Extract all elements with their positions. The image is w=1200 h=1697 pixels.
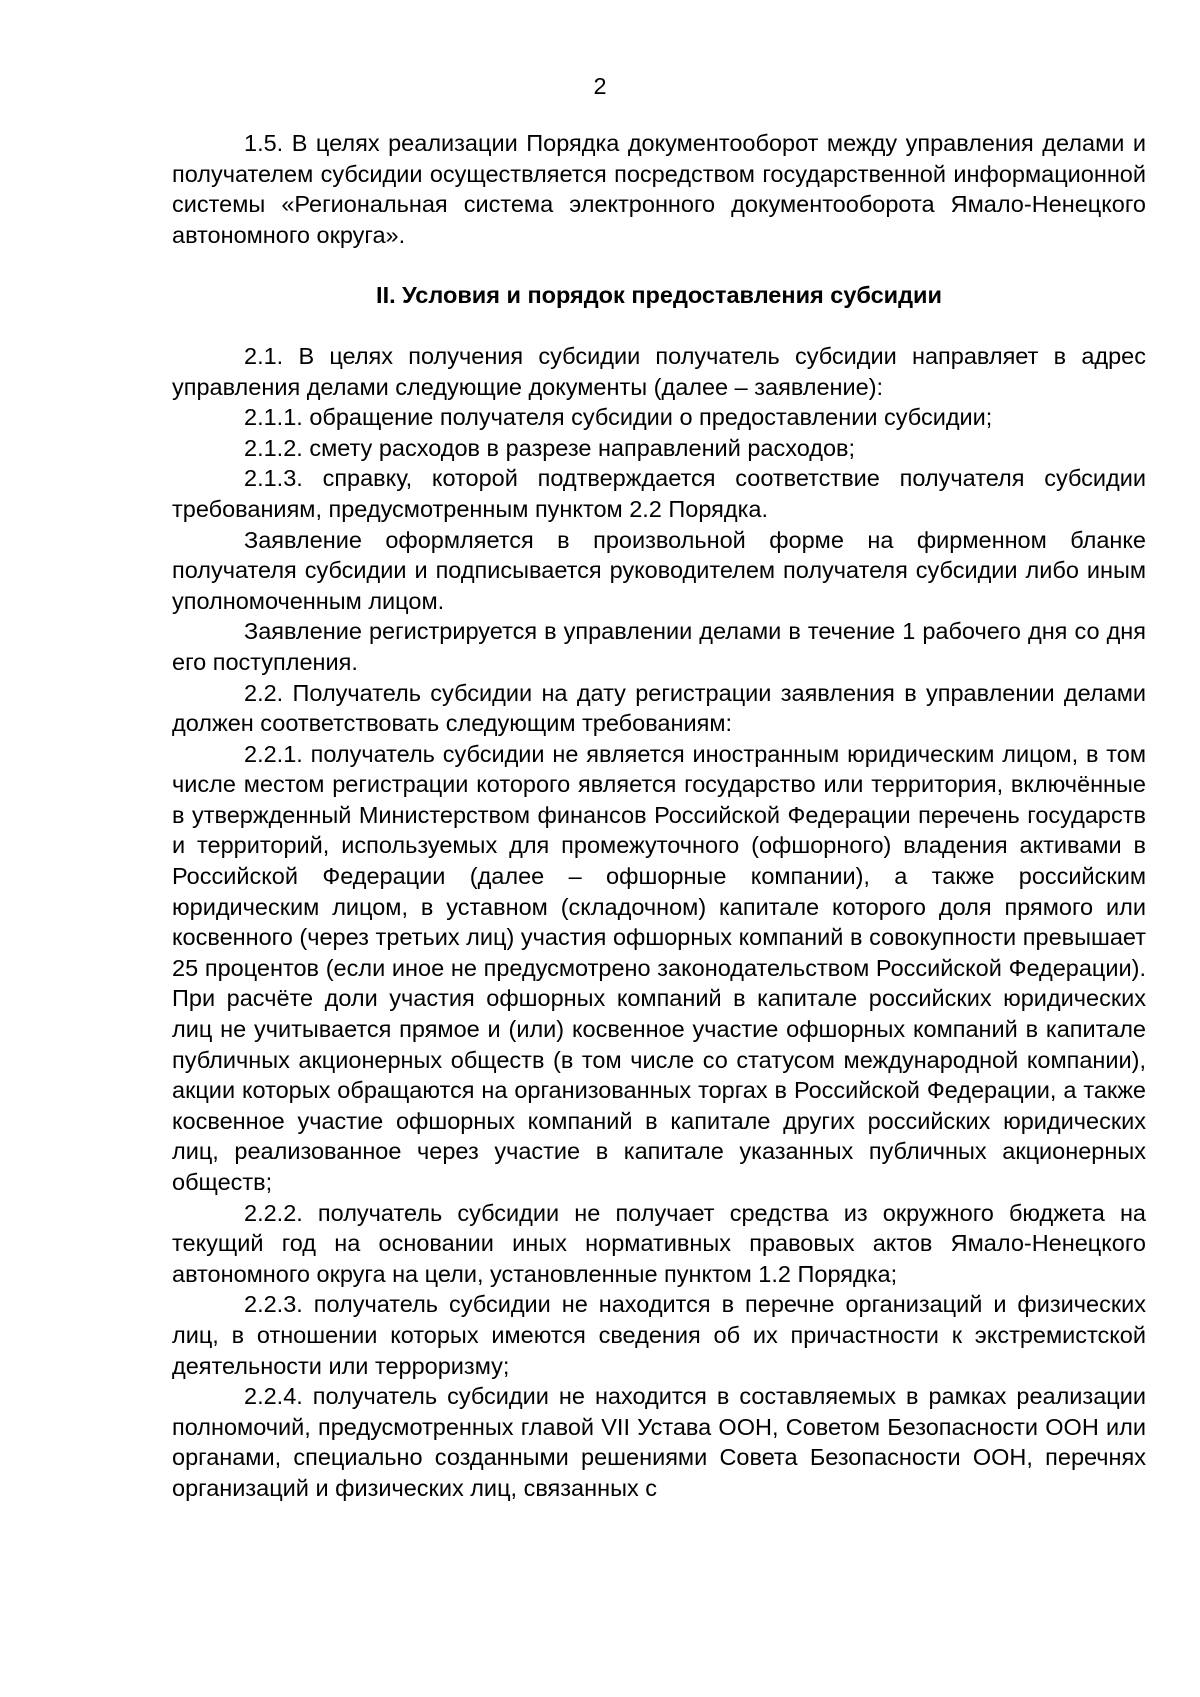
paragraph-2-2-1: 2.2.1. получатель субсидии не является иностранным юридическим лицом, в том числе местом регистрации которого является государство или территория, включённые в утвержденный Министерством финансов Российской Федерации перечень государств и территорий, используемых для промежуточного (офшорного) владения активами в Российской Федерации (далее – офшорные компании), а также российским юридическим лицом, в уставном (складочном) капитале которого доля прямого или косвенного (через третьих лиц) участия офшорных компаний в совокупности превышает 25 процентов (если иное не предусмотрено законодательством Российской Федерации). При расчёте доли участия офшорных компаний в капитале российских юридических лиц не учитывается прямое и (или) косвенное участие офшорных компаний в капитале публичных акционерных обществ (в том числе со статусом международной компании), акции которых обращаются на организованных торгах в Российской Федерации, а также косвенное участие офшорных компаний в капитале других российских юридических лиц, реализованное через участие в капитале указанных публичных акционерных обществ; <box>172 740 1146 1195</box>
paragraph-application-registration: Заявление регистрируется в управлении делами в течение 1 рабочего дня со дня его поступления. <box>172 618 1146 675</box>
paragraph-2-2: 2.2. Получатель субсидии на дату регистрации заявления в управлении делами должен соответствовать следующим требованиям: <box>172 679 1146 737</box>
document-body <box>172 128 1146 1504</box>
section-heading: II. Условия и порядок предоставления субсидии <box>376 282 942 309</box>
paragraph-2-2-3: 2.2.3. получатель субсидии не находится в перечне организаций и физических лиц, в отношении которых имеются сведения об их причастности к экстремистской деятельности или терроризму; <box>172 1291 1146 1379</box>
paragraph-2-1: 2.1. В целях получения субсидии получатель субсидии направляет в адрес управления делами следующие документы (далее – заявление): <box>172 342 1146 400</box>
paragraph-2-2-2: 2.2.2. получатель субсидии не получает средства из окружного бюджета на текущий год на основании иных нормативных правовых актов Ямало-Ненецкого автономного округа на цели, установленные пунктом 1.2 Порядка; <box>172 1199 1146 1287</box>
paragraph-1-5: 1.5. В целях реализации Порядка документооборот между управления делами и получателем субсидии осуществляется посредством государственной информационной системы «Региональная система электронного документооборота Ямало-Ненецкого автономного округа». <box>172 130 1146 248</box>
paragraph-2-1-3: 2.1.3. справку, которой подтверждается соответствие получателя субсидии требованиям, предусмотренным пунктом 2.2 Порядка. <box>172 465 1146 522</box>
page-number: 2 <box>593 73 607 99</box>
paragraph-2-1-2: 2.1.2. смету расходов в разрезе направлений расходов; <box>244 434 856 461</box>
paragraph-application-form: Заявление оформляется в произвольной форме на фирменном бланке получателя субсидии и подписывается руководителем получателя субсидии либо иным уполномоченным лицом. <box>172 526 1146 614</box>
paragraph-2-1-1: 2.1.1. обращение получателя субсидии о предоставлении субсидии; <box>244 404 993 431</box>
paragraph-2-2-4: 2.2.4. получатель субсидии не находится в составляемых в рамках реализации полномочий, предусмотренных главой VII Устава ООН, Советом Безопасности ООН или органами, специально созданными решениями Совета Безопасности ООН, перечнях организаций и физических лиц, связанных с <box>172 1383 1146 1501</box>
